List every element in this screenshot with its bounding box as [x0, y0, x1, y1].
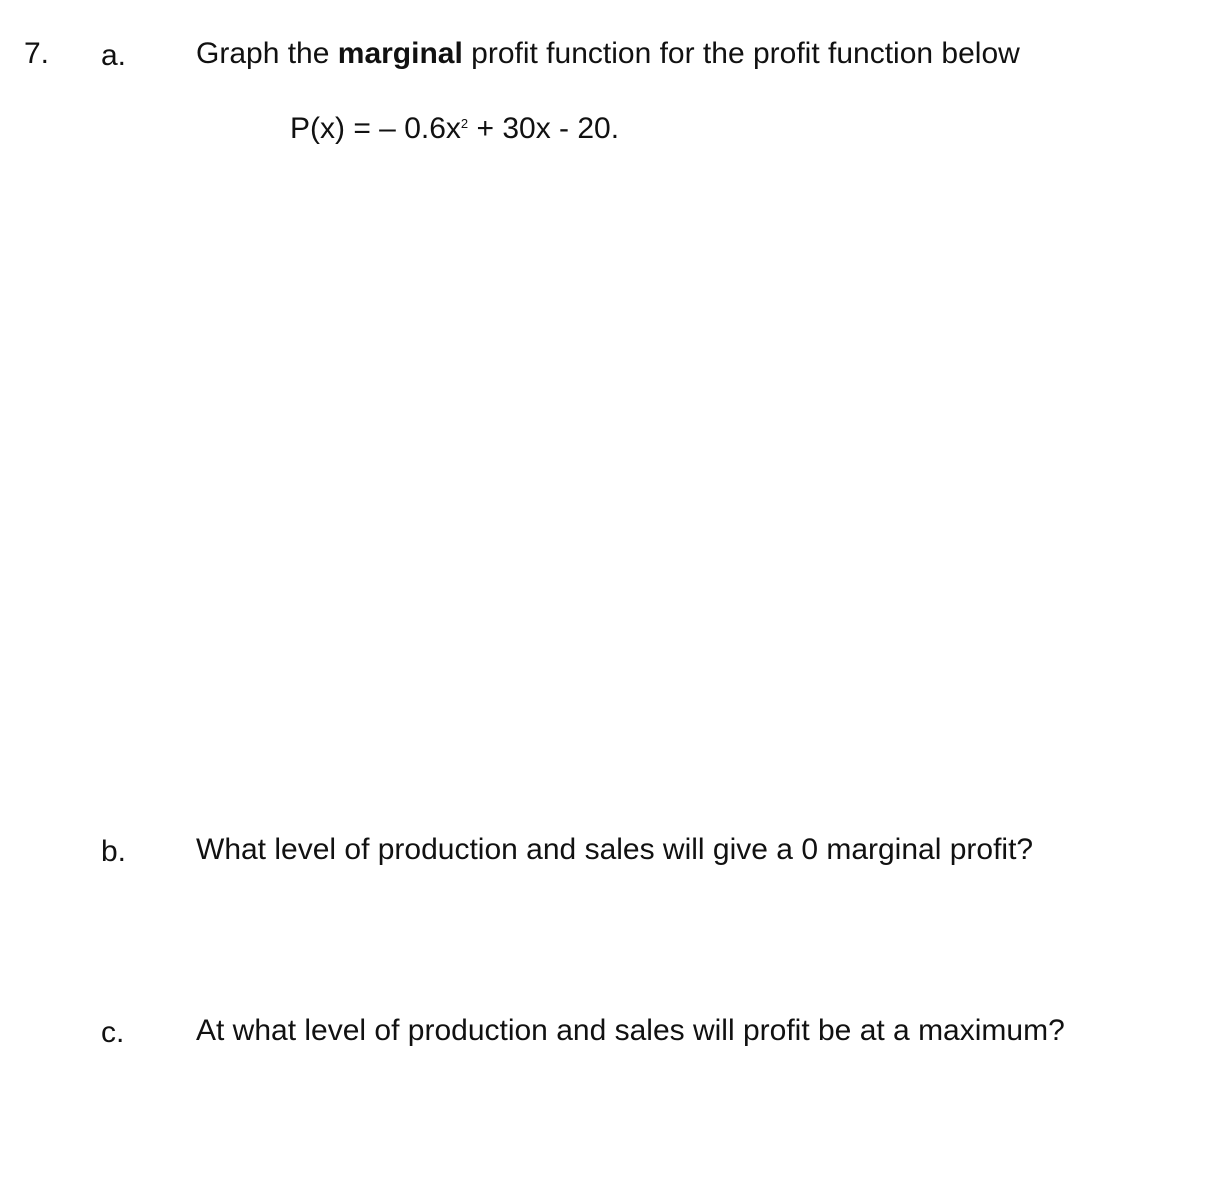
part-a-bold-word: marginal	[337, 37, 463, 70]
part-b-label: b.	[101, 835, 127, 868]
part-b-prompt: What level of production and sales will give a 0 marginal profit?	[196, 833, 1034, 866]
part-a-label: a.	[101, 39, 127, 72]
part-c-prompt: At what level of production and sales will profit be at a maximum?	[196, 1014, 1065, 1047]
part-a-text-before: Graph the	[196, 37, 338, 70]
formula-exponent: 2	[460, 116, 469, 131]
profit-formula	[290, 114, 619, 144]
part-c-label: c.	[101, 1016, 125, 1049]
part-a-prompt	[196, 39, 1020, 69]
formula-lhs: P(x) = – 0.6x	[290, 112, 461, 145]
formula-rhs: + 30x - 20.	[468, 112, 620, 145]
part-a-text-after: profit function for the profit function below	[462, 37, 1020, 70]
question-number: 7.	[24, 37, 50, 70]
